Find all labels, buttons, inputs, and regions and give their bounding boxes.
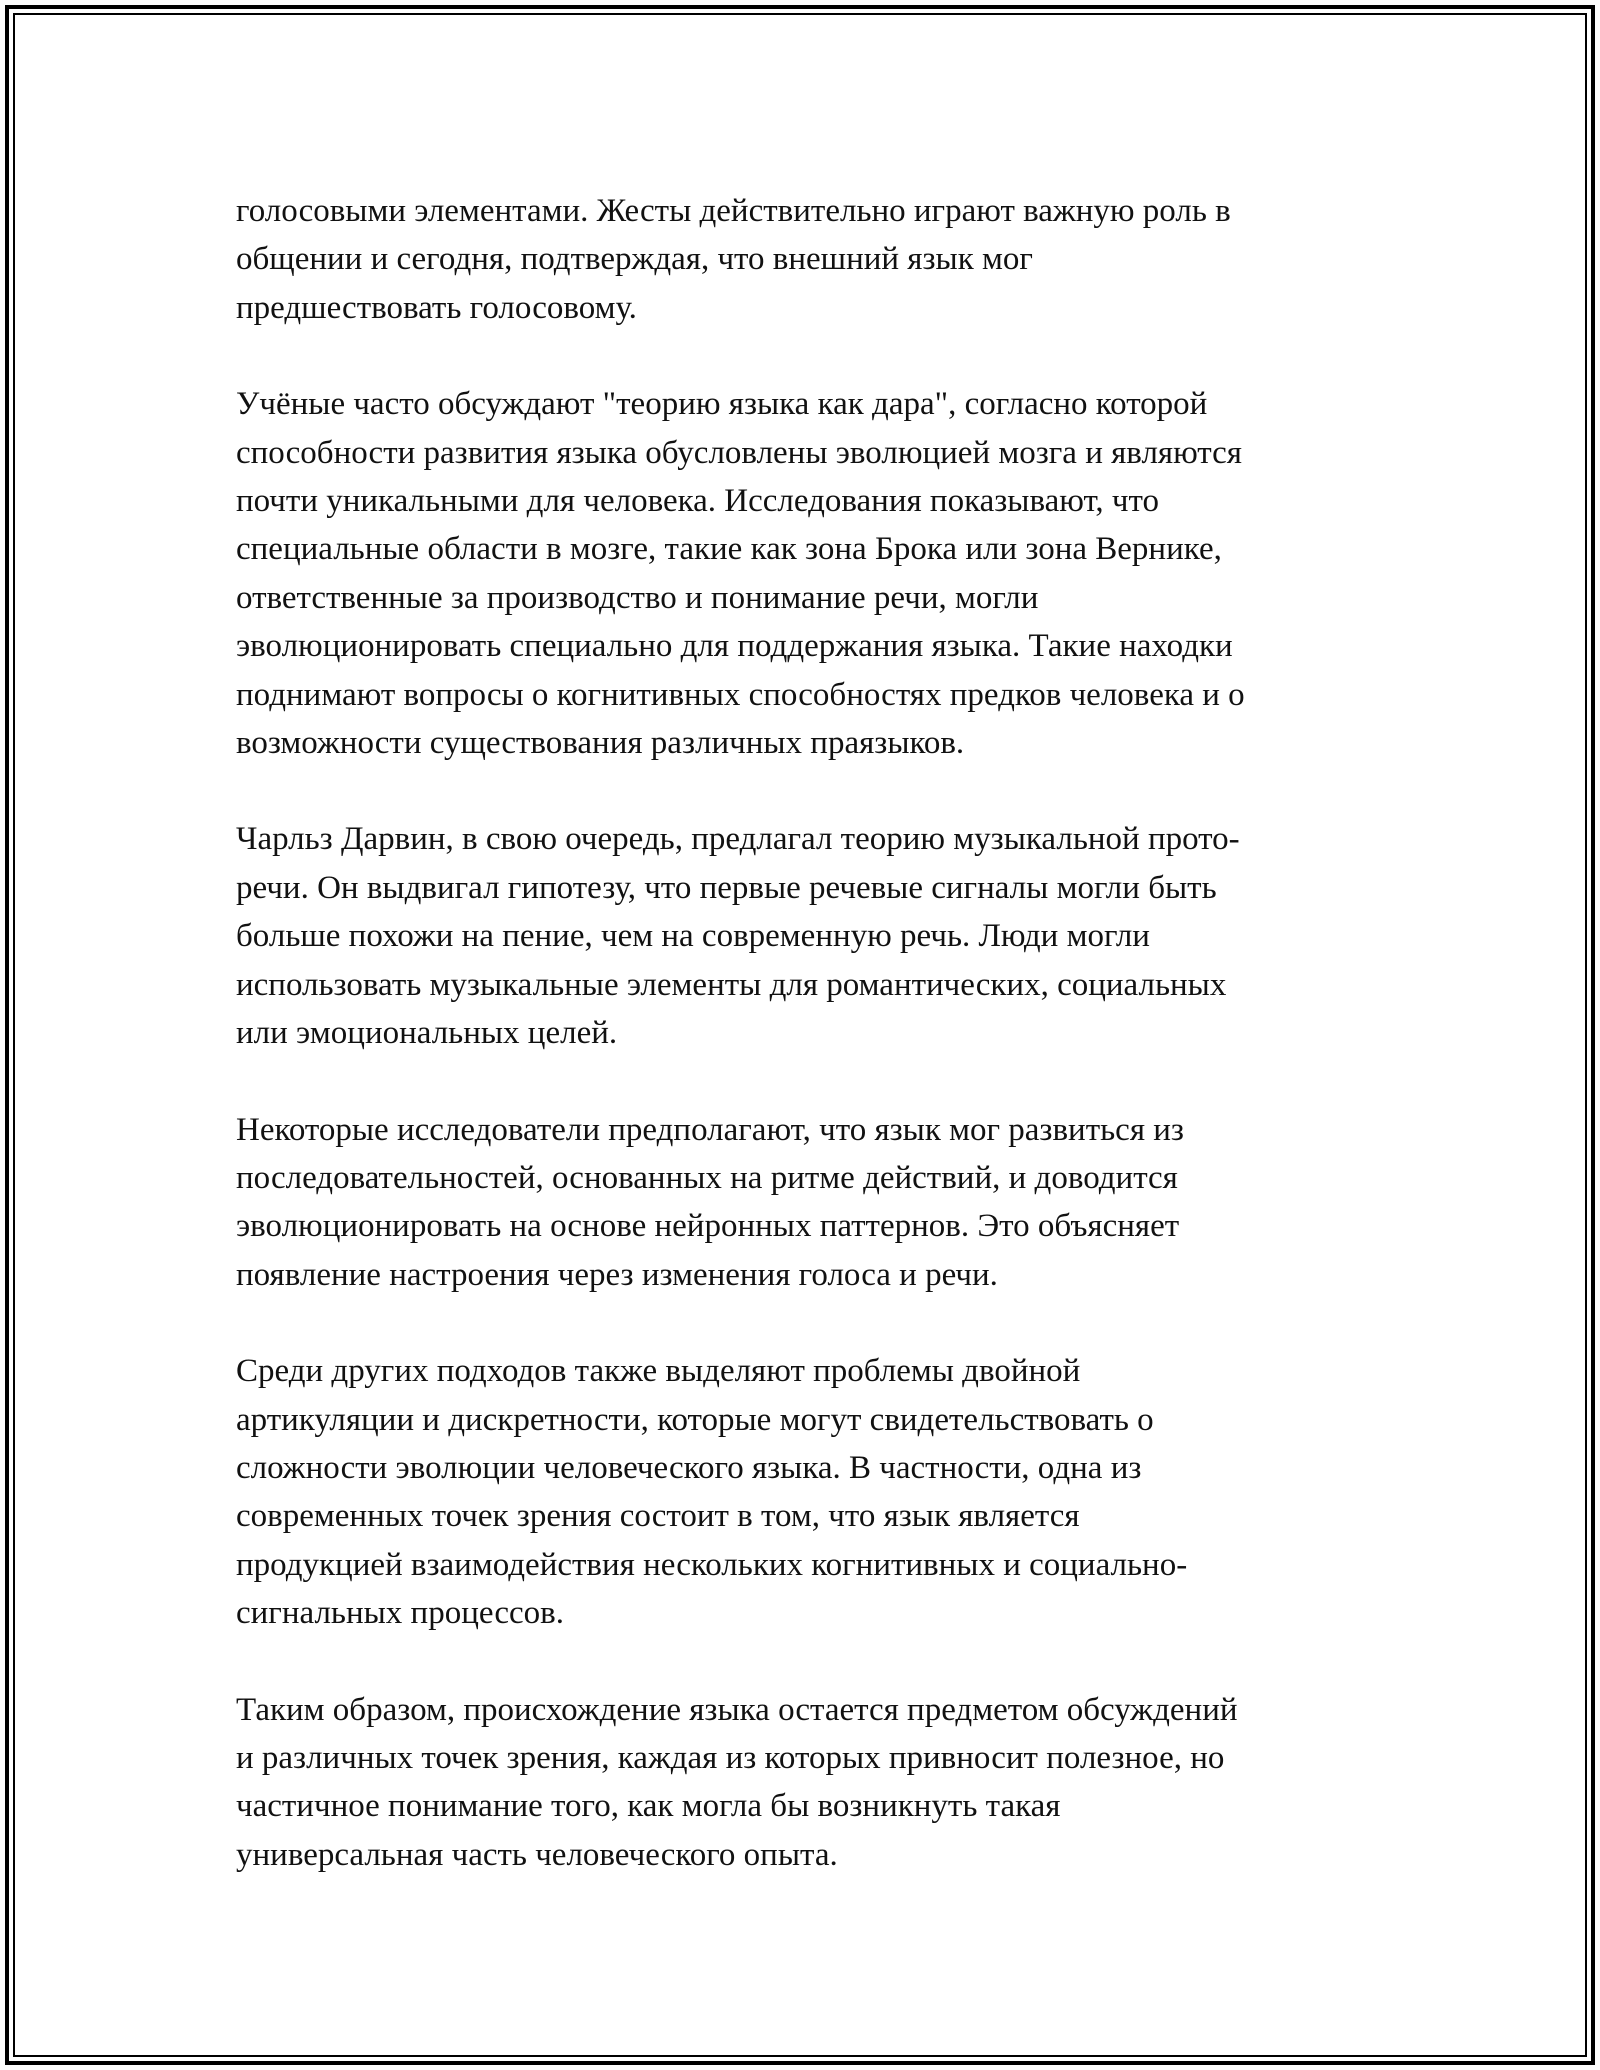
document-body (236, 187, 1386, 1927)
paragraph-4: Некоторые исследователи предполагают, что язык мог развиться из последовательностей, основанных на ритме действий, и доводится эволюционировать на основе нейронных паттернов. Это объясняет появление настроения через изменения голоса и речи. (236, 1111, 1184, 1293)
paragraph-6: Таким образом, происхождение языка остается предметом обсуждений и различных точек зрения, каждая из которых привносит полезное, но частичное понимание того, как могла бы возникнуть такая универсальная часть человеческого опыта. (236, 1691, 1238, 1873)
paragraph-3: Чарльз Дарвин, в свою очередь, предлагал теорию музыкальной прото- речи. Он выдвигал гипотезу, что первые речевые сигналы могли быть больше похожи на пение, чем на современную речь. Люди могли использовать музыкальные элементы для романтических, социальных или эмоциональных целей. (236, 821, 1240, 1052)
paragraph-1: голосовыми элементами. Жесты действительно играют важную роль в общении и сегодня, подтверждая, что внешний язык мог предшествовать голосовому. (236, 193, 1231, 326)
paragraph-2: Учёные часто обсуждают "теорию языка как дара", согласно которой способности развития языка обусловлены эволюцией мозга и являются почти уникальными для человека. Исследования показывают, что специальные области в мозге, такие как зона Брока или зона Вернике, ответственные за производство и понимание речи, могли эволюционировать специально для поддержания языка. Такие находки поднимают вопросы о когнитивных способностях предков человека и о возможности существования различных праязыков. (236, 386, 1245, 762)
paragraph-5: Среди других подходов также выделяют проблемы двойной артикуляции и дискретности, которые могут свидетельствовать о сложности эволюции человеческого языка. В частности, одна из современных точек зрения состоит в том, что язык является продукцией взаимодействия нескольких когнитивных и социально- сигнальных процессов. (236, 1353, 1188, 1632)
